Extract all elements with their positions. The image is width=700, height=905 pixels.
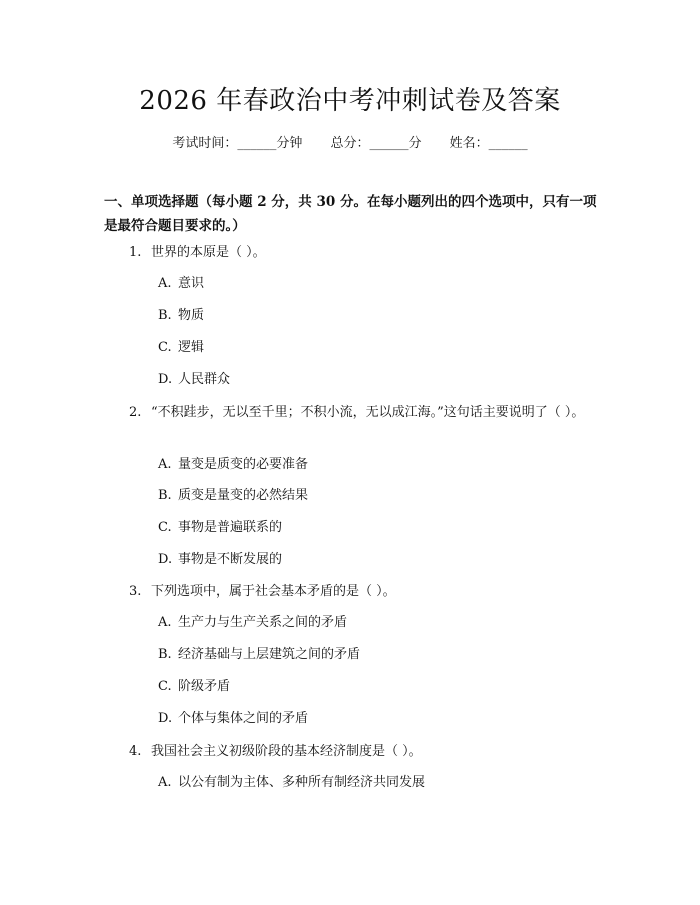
question-2-option-d [158,550,282,570]
option-text: 个体与集体之间的矛盾 [178,711,309,726]
question-2 [104,402,604,424]
option-text: 以公有制为主体、多种所有制经济共同发展 [178,775,426,790]
question-number: 1. [129,245,142,260]
option-letter: A. [158,775,172,790]
option-letter: D. [158,711,173,726]
question-4-option-a [158,773,425,793]
exam-time-field: 考试时间：______分钟 [172,136,303,151]
question-1-option-c [158,338,204,358]
option-letter: A. [158,276,172,291]
option-text: 人民群众 [178,372,231,387]
question-1 [104,242,604,264]
question-1-option-a [158,274,204,294]
question-3-option-d [158,709,308,729]
option-text: 物质 [178,308,205,323]
question-3-option-c [158,677,230,697]
question-2-option-c [158,518,282,538]
option-text: 意识 [178,276,205,291]
question-3-option-b [158,645,360,665]
option-letter: C. [158,679,172,694]
question-2-option-b [158,486,308,506]
option-letter: D. [158,372,173,387]
option-letter: A. [158,457,172,472]
question-3 [104,581,604,603]
option-letter: B. [158,647,172,662]
option-letter: B. [158,488,172,503]
question-text: 我国社会主义初级阶段的基本经济制度是（ ）。 [151,744,422,759]
name-field: 姓名：______ [449,136,528,151]
option-text: 生产力与生产关系之间的矛盾 [178,615,348,630]
option-letter: B. [158,308,172,323]
question-text: “不积跬步，无以至千里；不积小流，无以成江海。”这句话主要说明了（ ）。 [151,405,585,420]
section-header: 一、单项选择题（每小题 2 分，共 30 分。在每小题列出的四个选项中，只有一项是最符合题目要求的。） [104,194,597,234]
question-text: 下列选项中，属于社会基本矛盾的是（ ）。 [151,584,396,599]
option-text: 量变是质变的必要准备 [178,457,309,472]
question-number: 4. [129,744,142,759]
page-title: 2026 年春政治中考冲刺试卷及答案 [139,86,561,116]
question-2-option-a [158,455,308,475]
total-score-field: 总分：______分 [330,136,422,151]
option-text: 事物是普遍联系的 [178,520,283,535]
option-letter: D. [158,552,173,567]
option-text: 质变是量变的必然结果 [178,488,309,503]
question-3-option-a [158,613,347,633]
question-1-option-b [158,306,204,326]
question-1-option-d [158,370,230,390]
exam-info-row [0,132,700,151]
option-text: 逻辑 [178,340,205,355]
option-letter: A. [158,615,172,630]
option-letter: C. [158,340,172,355]
question-text: 世界的本原是（ ）。 [151,245,266,260]
option-text: 经济基础与上层建筑之间的矛盾 [178,647,361,662]
question-4 [104,741,604,763]
question-number: 2. [129,405,142,420]
option-text: 事物是不断发展的 [178,552,283,567]
option-letter: C. [158,520,172,535]
option-text: 阶级矛盾 [178,679,231,694]
question-number: 3. [129,584,142,599]
